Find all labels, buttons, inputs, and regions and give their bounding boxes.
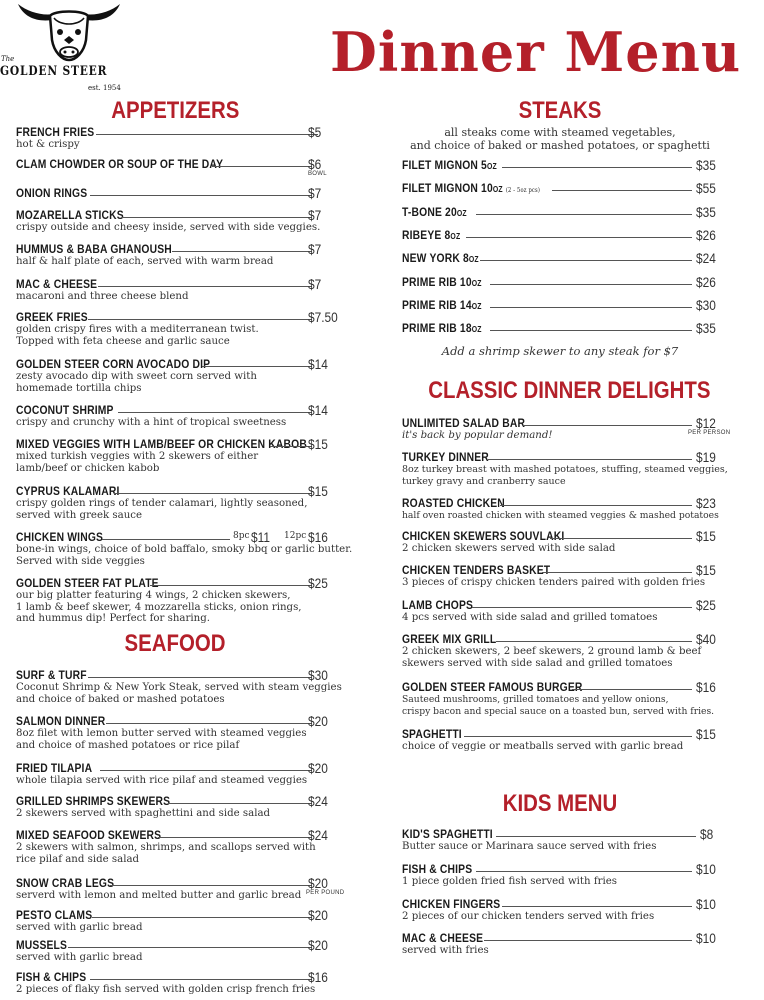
appetizers-heading: APPETIZERS <box>111 97 240 124</box>
item-name: FRENCH FRIES <box>16 125 95 139</box>
restaurant-logo <box>0 0 130 95</box>
item-price: $20 <box>308 875 328 891</box>
leader-line <box>88 319 312 320</box>
item-desc: Sauteed mushrooms, grilled tomatoes and yellow onions, <box>402 694 669 705</box>
leader-line <box>150 585 312 586</box>
leader-line <box>168 803 312 804</box>
leader-line <box>96 134 318 135</box>
item-name: PESTO CLAMS <box>16 908 93 922</box>
leader-line <box>500 505 692 506</box>
item-desc: Served with side veggies <box>16 555 145 567</box>
leader-line <box>90 979 312 980</box>
menu-item <box>402 897 742 924</box>
item-name: TURKEY DINNER <box>402 450 489 464</box>
menu-item <box>16 357 346 395</box>
item-desc: 1 piece golden fried fish served with fries <box>402 876 617 887</box>
item-name: CLAM CHOWDER OR SOUP OF THE DAY <box>16 157 224 171</box>
menu-item <box>16 437 346 475</box>
item-price: $15 <box>696 562 716 578</box>
item-desc: turkey gravy and cranberry sauce <box>402 475 566 487</box>
item-price: $40 <box>696 631 716 647</box>
leader-line <box>68 947 312 948</box>
leader-line <box>100 770 312 771</box>
item-desc: and choice of mashed potatoes or rice pilaf <box>16 739 240 751</box>
item-desc: crispy and crunchy with a hint of tropical sweetness <box>16 417 287 428</box>
item-price: $10 <box>696 896 716 912</box>
item-name <box>402 321 482 335</box>
item-name: CYPRUS KALAMARI <box>16 484 120 498</box>
menu-item <box>402 727 742 754</box>
leader-line <box>202 366 312 367</box>
leader-line <box>490 284 692 285</box>
logo-est: est. 1954 <box>88 84 121 92</box>
item-desc: serverd with lemon and melted butter and garlic bread <box>16 890 302 901</box>
item-desc: Topped with feta cheese and garlic sauce <box>16 335 230 347</box>
item-desc: 1 lamb & beef skewer, 4 mozzarella sticks, onion rings, <box>16 601 302 613</box>
leader-line <box>102 539 230 540</box>
item-price: $25 <box>696 597 716 613</box>
menu-item <box>402 321 732 336</box>
item-desc: 2 chicken skewers served with side salad <box>402 543 616 554</box>
item-desc: and hummus dip! Perfect for sharing. <box>16 613 210 624</box>
kids-heading: KIDS MENU <box>502 790 618 817</box>
item-desc: homemade tortilla chips <box>16 382 142 394</box>
menu-item <box>402 228 732 243</box>
leader-line <box>110 885 312 886</box>
item-price: $15 <box>308 436 328 452</box>
steaks-note: Add a shrimp skewer to any steak for $7 <box>441 344 679 358</box>
leader-line <box>106 723 312 724</box>
item-price-small: $11 <box>251 529 270 545</box>
logo-brand: GOLDEN STEER <box>0 64 108 79</box>
item-desc: served with garlic bread <box>16 952 143 963</box>
menu-item <box>402 598 742 625</box>
item-price: $30 <box>308 667 328 683</box>
leader-line <box>476 214 692 215</box>
item-price: $20 <box>308 907 328 923</box>
leader-line <box>572 689 692 690</box>
leader-line <box>488 459 692 460</box>
steaks-subtitle <box>400 126 720 152</box>
leader-line <box>550 538 692 539</box>
item-name: GREEK MIX GRILL <box>402 632 497 646</box>
item-name: ONION RINGS <box>16 186 88 200</box>
item-name <box>402 181 540 195</box>
steaks-subtitle-line: all steaks come with steamed vegetables, <box>444 126 676 139</box>
item-name: SURF & TURF <box>16 668 87 682</box>
item-unit: BOWL <box>308 171 327 177</box>
item-desc: bone-in wings, choice of bold baffalo, smoky bbq or garlic butter. <box>16 544 353 555</box>
item-desc: choice of veggie or meatballs served with garlic bread <box>402 741 684 752</box>
item-name: GREEK FRIES <box>16 310 88 324</box>
item-desc: our big platter featuring 4 wings, 2 chicken skewers, <box>16 590 291 601</box>
item-name: UNLIMITED SALAD BAR <box>402 416 526 430</box>
item-name: KID'S SPAGHETTI <box>402 827 493 841</box>
item-desc: skewers served with side salad and grilled tomatoes <box>402 657 673 669</box>
item-name: CHICKEN SKEWERS SOUVLAKI <box>402 529 565 543</box>
item-portion: 12pc <box>284 531 307 541</box>
leader-line <box>212 166 312 167</box>
item-price: $12 <box>696 415 716 431</box>
leader-line <box>466 237 692 238</box>
leader-line <box>472 607 692 608</box>
item-desc: lamb/beef or chicken kabob <box>16 462 160 474</box>
leader-line <box>98 286 312 287</box>
steaks-subtitle-line: and choice of baked or mashed potatoes, or spaghetti <box>410 139 710 152</box>
item-desc: 4 pcs served with side salad and grilled tomatoes <box>402 612 658 623</box>
item-name: GRILLED SHRIMPS SKEWERS <box>16 794 171 808</box>
item-oz: OZ <box>471 302 482 311</box>
steaks-heading: STEAKS <box>518 97 602 124</box>
menu-item <box>402 496 742 523</box>
seafood-heading: SEAFOOD <box>124 630 226 657</box>
menu-item <box>16 794 346 821</box>
item-name: FISH & CHIPS <box>16 970 87 984</box>
menu-item <box>16 668 346 706</box>
item-price: $6 <box>308 156 322 172</box>
item-desc: 3 pieces of crispy chicken tenders paired with golden fries <box>402 577 706 588</box>
item-desc: 8oz filet with lemon butter served with steamed veggies <box>16 728 307 739</box>
menu-item <box>402 450 742 488</box>
item-price: $20 <box>308 937 328 953</box>
leader-line <box>542 572 692 573</box>
menu-item <box>16 576 346 626</box>
item-oz: OZ <box>468 255 479 264</box>
item-name: GOLDEN STEER FAMOUS BURGER <box>402 680 583 694</box>
item-price: $19 <box>696 449 716 465</box>
item-price: $35 <box>696 320 716 336</box>
menu-item <box>16 908 346 935</box>
menu-item <box>16 714 346 752</box>
item-desc: 2 pieces of flaky fish served with golden crisp french fries <box>16 984 316 995</box>
item-desc: served with garlic bread <box>16 922 143 933</box>
item-name: HUMMUS & BABA GHANOUSH <box>16 242 172 256</box>
menu-item <box>402 275 732 290</box>
item-oz: OZ <box>492 185 503 194</box>
menu-item <box>402 181 732 196</box>
menu-item <box>16 761 346 788</box>
item-name: SALMON DINNER <box>16 714 106 728</box>
leader-line <box>496 641 692 642</box>
leader-line <box>490 330 692 331</box>
item-price: $55 <box>696 180 716 196</box>
item-name <box>402 205 467 219</box>
menu-item <box>16 970 346 997</box>
item-name: FRIED TILAPIA <box>16 761 93 775</box>
menu-item <box>16 208 328 235</box>
menu-item <box>402 931 742 958</box>
item-desc: crispy outside and cheesy inside, served with side veggies. <box>16 222 321 233</box>
item-desc: served with greek sauce <box>16 509 143 521</box>
item-desc: served with fries <box>402 945 489 956</box>
item-name-text: PRIME RIB 10 <box>402 275 472 289</box>
item-name-text: PRIME RIB 18 <box>402 321 472 335</box>
item-price: $26 <box>696 227 716 243</box>
item-price: $23 <box>696 495 716 511</box>
item-name: CHICKEN WINGS <box>16 530 104 544</box>
menu-item <box>402 632 742 670</box>
item-price: $24 <box>696 250 716 266</box>
menu-item <box>16 156 328 177</box>
item-price: $5 <box>308 124 322 140</box>
item-desc: 2 skewers with salmon, shrimps, and scallops served with <box>16 842 316 853</box>
item-name <box>402 298 482 312</box>
leader-line <box>502 906 692 907</box>
item-name: MAC & CHEESE <box>402 931 484 945</box>
item-name: LAMB CHOPS <box>402 598 474 612</box>
item-desc: crispy golden rings of tender calamari, lightly seasoned, <box>16 498 308 509</box>
item-extra: (2 - 5oz pcs) <box>505 187 541 194</box>
item-name: CHICKEN FINGERS <box>402 897 501 911</box>
item-name <box>402 275 482 289</box>
leader-line <box>476 871 692 872</box>
logo-the: The <box>1 55 15 63</box>
menu-item <box>16 242 328 269</box>
leader-line <box>114 493 312 494</box>
item-desc: 2 chicken skewers, 2 beef skewers, 2 ground lamb & beef <box>402 646 702 657</box>
item-desc: it's back by popular demand! <box>402 430 553 441</box>
item-name: GOLDEN STEER CORN AVOCADO DIP <box>16 357 211 371</box>
item-price: $26 <box>696 274 716 290</box>
menu-item <box>402 862 742 889</box>
menu-item <box>402 158 732 173</box>
menu-item <box>16 403 346 430</box>
item-desc: crispy bacon and special sauce on a toasted bun, served with fries. <box>402 705 715 717</box>
item-desc: Coconut Shrimp & New York Steak, served with steam veggies <box>16 682 342 693</box>
item-oz: OZ <box>471 279 482 288</box>
item-desc: macaroni and three cheese blend <box>16 291 189 302</box>
steer-head-icon <box>14 0 124 62</box>
item-price: $7 <box>308 241 322 257</box>
item-price: $7 <box>308 276 322 292</box>
item-name: GOLDEN STEER FAT PLATE <box>16 576 159 590</box>
item-price: $7 <box>308 207 322 223</box>
item-price: $14 <box>308 402 328 418</box>
item-oz: OZ <box>486 162 497 171</box>
leader-line <box>502 167 692 168</box>
item-price: $20 <box>308 760 328 776</box>
item-price: $30 <box>696 297 716 313</box>
classic-heading: CLASSIC DINNER DELIGHTS <box>428 377 711 404</box>
leader-line <box>122 217 312 218</box>
item-price: $16 <box>696 679 716 695</box>
item-name: MIXED SEAFOOD SKEWERS <box>16 828 162 842</box>
item-desc: golden crispy fires with a mediterranean twist. <box>16 324 259 335</box>
item-name: COCONUT SHRIMP <box>16 403 114 417</box>
item-name-text: PRIME RIB 14 <box>402 298 472 312</box>
item-name-text: NEW YORK 8 <box>402 251 469 265</box>
item-oz: OZ <box>456 209 467 218</box>
menu-item <box>402 529 742 556</box>
item-price: $25 <box>308 575 328 591</box>
item-price: $8 <box>700 826 714 842</box>
leader-line <box>172 251 312 252</box>
menu-item <box>402 563 742 590</box>
page-title: Dinner Menu <box>330 20 742 84</box>
item-name: MIXED VEGGIES WITH LAMB/BEEF OR CHICKEN KABOB <box>16 437 307 451</box>
item-price: $10 <box>696 861 716 877</box>
item-price: $7.50 <box>308 309 338 325</box>
item-price: $24 <box>308 827 328 843</box>
item-unit: PER POUND <box>306 890 345 896</box>
item-name <box>402 228 460 242</box>
item-desc: half oven roasted chicken with steamed veggies & mashed potatoes <box>402 510 719 521</box>
item-name-text: RIBEYE 8 <box>402 228 451 242</box>
item-name-text: T-BONE 20 <box>402 205 457 219</box>
item-price: $10 <box>696 930 716 946</box>
menu-item <box>402 298 732 313</box>
item-desc: 8oz turkey breast with mashed potatoes, stuffing, steamed veggies, <box>402 464 728 475</box>
item-price: $35 <box>696 157 716 173</box>
item-name: SNOW CRAB LEGS <box>16 876 115 890</box>
item-name <box>402 158 497 172</box>
item-name: MAC & CHEESE <box>16 277 98 291</box>
item-name: ROASTED CHICKEN <box>402 496 505 510</box>
leader-line <box>118 412 312 413</box>
item-desc: hot & crispy <box>16 139 80 150</box>
leader-line <box>270 446 312 447</box>
item-desc: mixed turkish veggies with 2 skewers of either <box>16 451 259 462</box>
item-name-text: FILET MIGNON 5 <box>402 158 487 172</box>
menu-item <box>16 125 328 152</box>
item-desc: 2 pieces of our chicken tenders served with fries <box>402 911 655 922</box>
item-price: $15 <box>696 528 716 544</box>
menu-item <box>402 251 732 266</box>
item-price: $15 <box>308 483 328 499</box>
menu-item <box>402 205 732 220</box>
leader-line <box>92 917 312 918</box>
item-price: $16 <box>308 529 328 545</box>
item-desc: 2 skewers served with spaghettini and side salad <box>16 808 271 819</box>
item-name: FISH & CHIPS <box>402 862 473 876</box>
menu-item <box>16 484 346 522</box>
menu-item <box>16 938 346 965</box>
item-price: $7 <box>308 185 322 201</box>
leader-line <box>90 195 312 196</box>
item-name: MOZARELLA STICKS <box>16 208 124 222</box>
item-oz: OZ <box>450 232 461 241</box>
menu-item <box>16 828 346 866</box>
leader-line <box>158 837 312 838</box>
item-price: $15 <box>696 726 716 742</box>
leader-line <box>480 260 692 261</box>
item-price: $24 <box>308 793 328 809</box>
menu-item <box>16 186 328 201</box>
item-portion: 8pc <box>233 531 250 541</box>
menu-item <box>16 310 346 348</box>
leader-line <box>522 425 692 426</box>
item-price: $20 <box>308 713 328 729</box>
item-name <box>402 251 479 265</box>
item-unit: PER PERSON <box>688 430 731 436</box>
item-price: $14 <box>308 356 328 372</box>
leader-line <box>490 307 692 308</box>
item-desc: Butter sauce or Marinara sauce served with fries <box>402 841 657 852</box>
item-price: $35 <box>696 204 716 220</box>
item-name: SPAGHETTI <box>402 727 462 741</box>
menu-item <box>16 876 346 903</box>
leader-line <box>552 190 692 191</box>
item-name: CHICKEN TENDERS BASKET <box>402 563 551 577</box>
item-name: MUSSELS <box>16 938 68 952</box>
menu-item <box>16 529 353 568</box>
leader-line <box>484 940 692 941</box>
item-oz: OZ <box>471 325 482 334</box>
item-desc: half & half plate of each, served with warm bread <box>16 256 274 267</box>
item-price: $16 <box>308 969 328 985</box>
menu-item <box>402 827 742 854</box>
leader-line <box>496 836 696 837</box>
item-desc: zesty avocado dip with sweet corn served with <box>16 371 257 382</box>
menu-item <box>402 680 742 718</box>
item-desc: rice pilaf and side salad <box>16 853 140 865</box>
leader-line <box>464 736 692 737</box>
item-desc: whole tilapia served with rice pilaf and steamed veggies <box>16 775 308 786</box>
menu-item <box>402 416 742 443</box>
menu-item <box>16 277 328 304</box>
item-name-text: FILET MIGNON 10 <box>402 181 493 195</box>
leader-line <box>88 677 312 678</box>
item-desc: and choice of baked or mashed potatoes <box>16 693 225 705</box>
